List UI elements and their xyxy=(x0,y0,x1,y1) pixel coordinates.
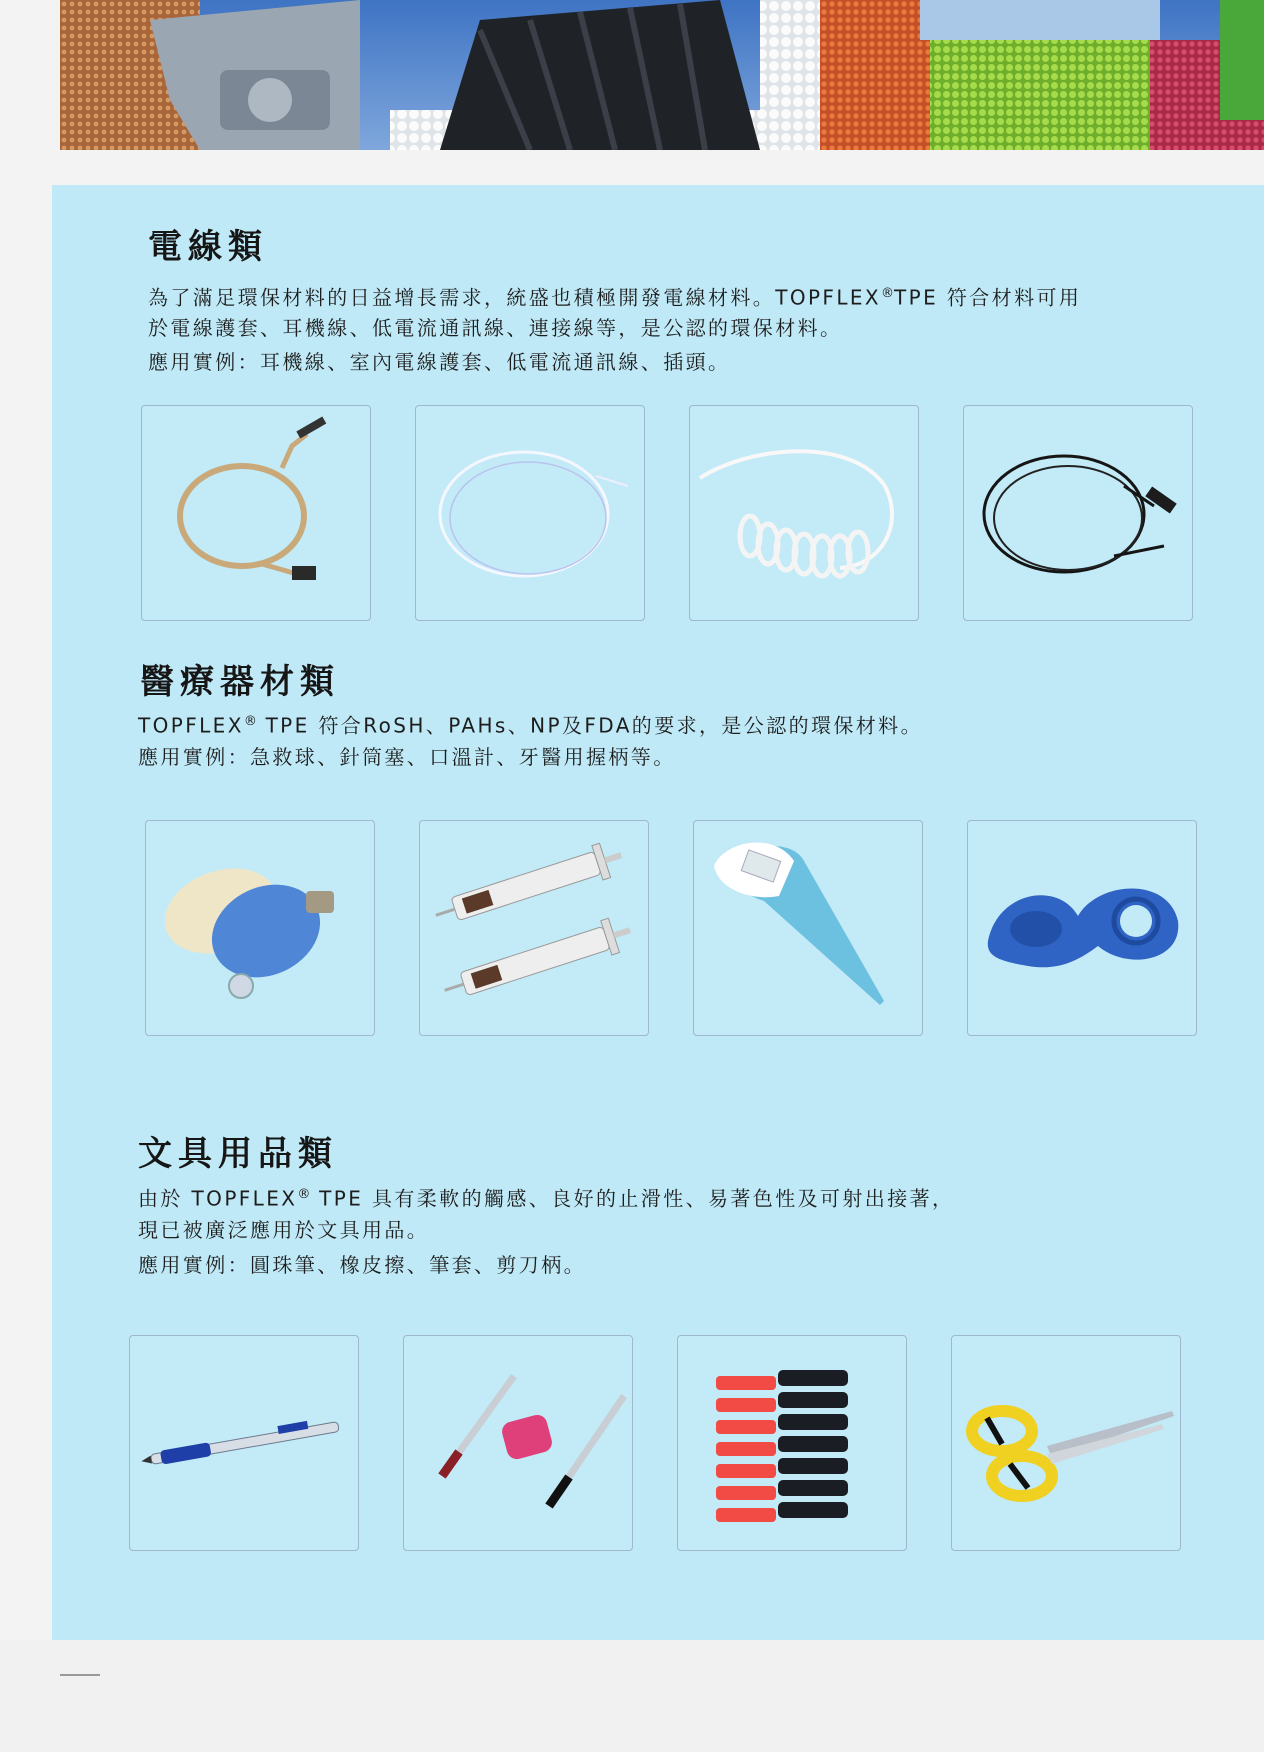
product-image-card xyxy=(677,1335,907,1551)
section-description: 由於 TOPFLEX® TPE 具有柔軟的觸感、良好的止滑性、易著色性及可射出接著， xyxy=(138,1186,955,1211)
digital-thermometer-icon xyxy=(694,821,924,1037)
section-title: 文具用品類 xyxy=(138,1134,338,1174)
white-coiled-cable-icon xyxy=(690,406,920,622)
pen-caps-icon xyxy=(678,1336,908,1552)
material-pellets-banner-photo-icon xyxy=(60,0,1264,150)
product-image-card xyxy=(129,1335,359,1551)
registered-mark: ® xyxy=(881,286,895,301)
section-examples: 應用實例：耳機線、室內電線護套、低電流通訊線、插頭。 xyxy=(148,350,731,374)
section-title: 電線類 xyxy=(148,227,268,267)
registered-mark: ® xyxy=(243,714,257,729)
product-image-card xyxy=(141,405,371,621)
black-usb-cable-icon xyxy=(964,406,1194,622)
ballpoint-pen-icon xyxy=(130,1336,360,1552)
pens-and-eraser-icon xyxy=(404,1336,634,1552)
registered-mark: ® xyxy=(297,1187,311,1202)
product-image-card xyxy=(415,405,645,621)
section-examples: 應用實例：圓珠筆、橡皮擦、筆套、剪刀柄。 xyxy=(138,1253,586,1277)
content-panel xyxy=(52,185,1264,1640)
scissors-icon xyxy=(952,1336,1182,1552)
product-image-card xyxy=(693,820,923,1036)
header-banner xyxy=(60,0,1264,150)
product-image-card xyxy=(403,1335,633,1551)
product-image-card xyxy=(963,405,1193,621)
section-examples: 應用實例：急救球、針筒塞、口溫計、牙醫用握柄等。 xyxy=(138,745,676,769)
product-image-card xyxy=(145,820,375,1036)
product-image-card xyxy=(951,1335,1181,1551)
product-image-card xyxy=(419,820,649,1036)
section-description: TOPFLEX® TPE 符合RoSH、PAHs、NP及FDA的要求，是公認的環保材料。 xyxy=(138,713,923,738)
white-thin-cable-icon xyxy=(416,406,646,622)
tan-earphone-cable-icon xyxy=(142,406,372,622)
resuscitator-bulb-icon xyxy=(146,821,376,1037)
page-bottom-margin xyxy=(0,1640,1264,1752)
section-description: 為了滿足環保材料的日益增長需求，統盛也積極開發電線材料。TOPFLEX®TPE 符合材料可用 xyxy=(148,285,1082,310)
dental-mouth-guard-icon xyxy=(968,821,1198,1037)
product-image-card xyxy=(689,405,919,621)
section-description-line2: 於電線護套、耳機線、低電流通訊線、連接線等，是公認的環保材料。 xyxy=(148,316,843,340)
section-title: 醫療器材類 xyxy=(140,662,340,702)
product-image-card xyxy=(967,820,1197,1036)
syringe-pair-icon xyxy=(420,821,650,1037)
scan-artifact xyxy=(60,1674,100,1676)
section-description-line2: 現已被廣泛應用於文具用品。 xyxy=(138,1218,430,1242)
